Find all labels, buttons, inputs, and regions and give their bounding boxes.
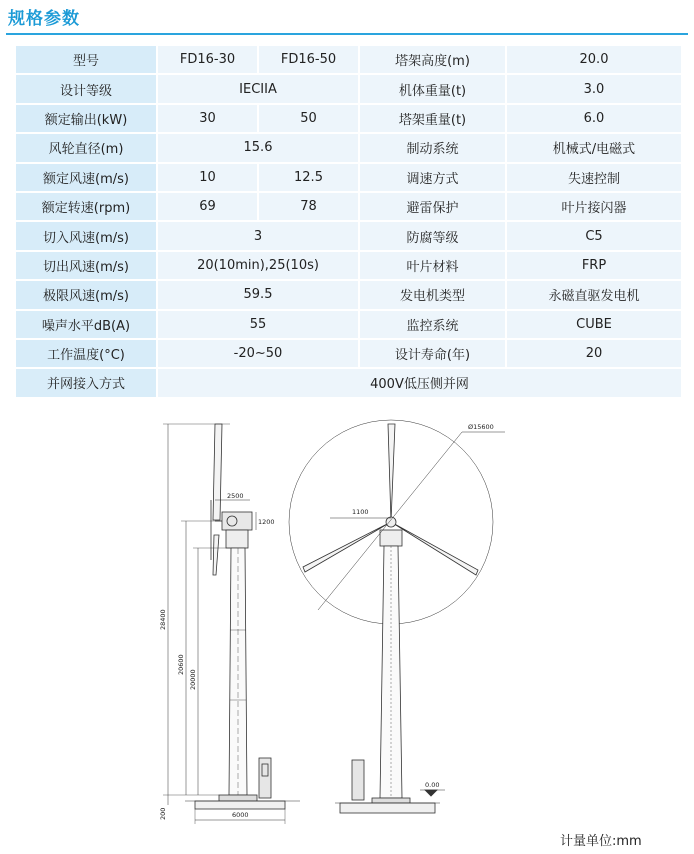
table-cell-label: 叶片材料	[359, 251, 506, 280]
table-cell-label: 设计寿命(年)	[359, 339, 506, 368]
table-cell-label: 制动系统	[359, 133, 506, 162]
table-cell: 30	[157, 104, 258, 133]
table-cell: 叶片接闪器	[506, 192, 682, 221]
table-cell-label: 调速方式	[359, 163, 506, 192]
turbine-drawing	[0, 400, 694, 830]
table-row	[15, 163, 682, 192]
table-row	[15, 310, 682, 339]
dim-label: 200	[159, 807, 167, 820]
dim-label: 1100	[352, 508, 369, 516]
dim-label: 28400	[159, 609, 167, 630]
table-cell-label: 并网接入方式	[15, 368, 157, 397]
table-cell: FD16-30	[157, 45, 258, 74]
table-cell: 20(10min),25(10s)	[157, 251, 359, 280]
table-cell: 永磁直驱发电机	[506, 280, 682, 309]
table-cell: 15.6	[157, 133, 359, 162]
table-row	[15, 251, 682, 280]
dim-label: 20000	[189, 669, 197, 690]
table-row	[15, 339, 682, 368]
table-cell-label: 发电机类型	[359, 280, 506, 309]
table-cell: -20~50	[157, 339, 359, 368]
table-cell: 55	[157, 310, 359, 339]
table-row	[15, 133, 682, 162]
table-cell: 59.5	[157, 280, 359, 309]
table-cell-label: 避雷保护	[359, 192, 506, 221]
table-cell: 6.0	[506, 104, 682, 133]
table-row	[15, 74, 682, 103]
table-cell-label: 切入风速(m/s)	[15, 221, 157, 250]
table-cell: FRP	[506, 251, 682, 280]
table-cell: 69	[157, 192, 258, 221]
table-cell: 20	[506, 339, 682, 368]
table-cell-label: 极限风速(m/s)	[15, 280, 157, 309]
table-cell: 10	[157, 163, 258, 192]
table-cell: CUBE	[506, 310, 682, 339]
table-cell: 3	[157, 221, 359, 250]
level-label: 0.00	[425, 781, 440, 789]
table-cell: IECIIA	[157, 74, 359, 103]
table-cell: FD16-50	[258, 45, 359, 74]
table-cell: 400V低压侧并网	[157, 368, 682, 397]
section-title: 规格参数	[8, 9, 80, 29]
table-cell-label: 塔架重量(t)	[359, 104, 506, 133]
table-cell-label: 防腐等级	[359, 221, 506, 250]
table-cell: 20.0	[506, 45, 682, 74]
table-cell-label: 塔架高度(m)	[359, 45, 506, 74]
table-cell: 78	[258, 192, 359, 221]
table-cell-label: 额定风速(m/s)	[15, 163, 157, 192]
table-cell-label: 设计等级	[15, 74, 157, 103]
title-divider	[6, 33, 688, 35]
table-cell-label: 风轮直径(m)	[15, 133, 157, 162]
table-cell: C5	[506, 221, 682, 250]
dim-label: 2500	[227, 492, 244, 500]
table-row	[15, 368, 682, 397]
table-cell-label: 额定输出(kW)	[15, 104, 157, 133]
dim-label: 6000	[232, 811, 249, 819]
table-cell: 50	[258, 104, 359, 133]
table-row	[15, 104, 682, 133]
table-row	[15, 221, 682, 250]
table-cell: 失速控制	[506, 163, 682, 192]
table-cell-label: 型号	[15, 45, 157, 74]
table-cell: 3.0	[506, 74, 682, 103]
table-cell: 机械式/电磁式	[506, 133, 682, 162]
table-cell-label: 工作温度(°C)	[15, 339, 157, 368]
table-cell-label: 额定转速(rpm)	[15, 192, 157, 221]
dim-label: Ø15600	[468, 423, 494, 431]
table-row	[15, 45, 682, 74]
table-cell: 12.5	[258, 163, 359, 192]
table-cell-label: 监控系统	[359, 310, 506, 339]
table-row	[15, 280, 682, 309]
front-view	[289, 420, 505, 813]
unit-note: 计量单位:mm	[560, 834, 642, 849]
table-cell-label: 噪声水平dB(A)	[15, 310, 157, 339]
table-cell-label: 机体重量(t)	[359, 74, 506, 103]
table-cell-label: 切出风速(m/s)	[15, 251, 157, 280]
dim-label: 20600	[177, 654, 185, 675]
spec-table	[14, 44, 683, 399]
table-row	[15, 192, 682, 221]
dim-label: 1200	[258, 518, 275, 526]
side-view	[163, 424, 300, 824]
